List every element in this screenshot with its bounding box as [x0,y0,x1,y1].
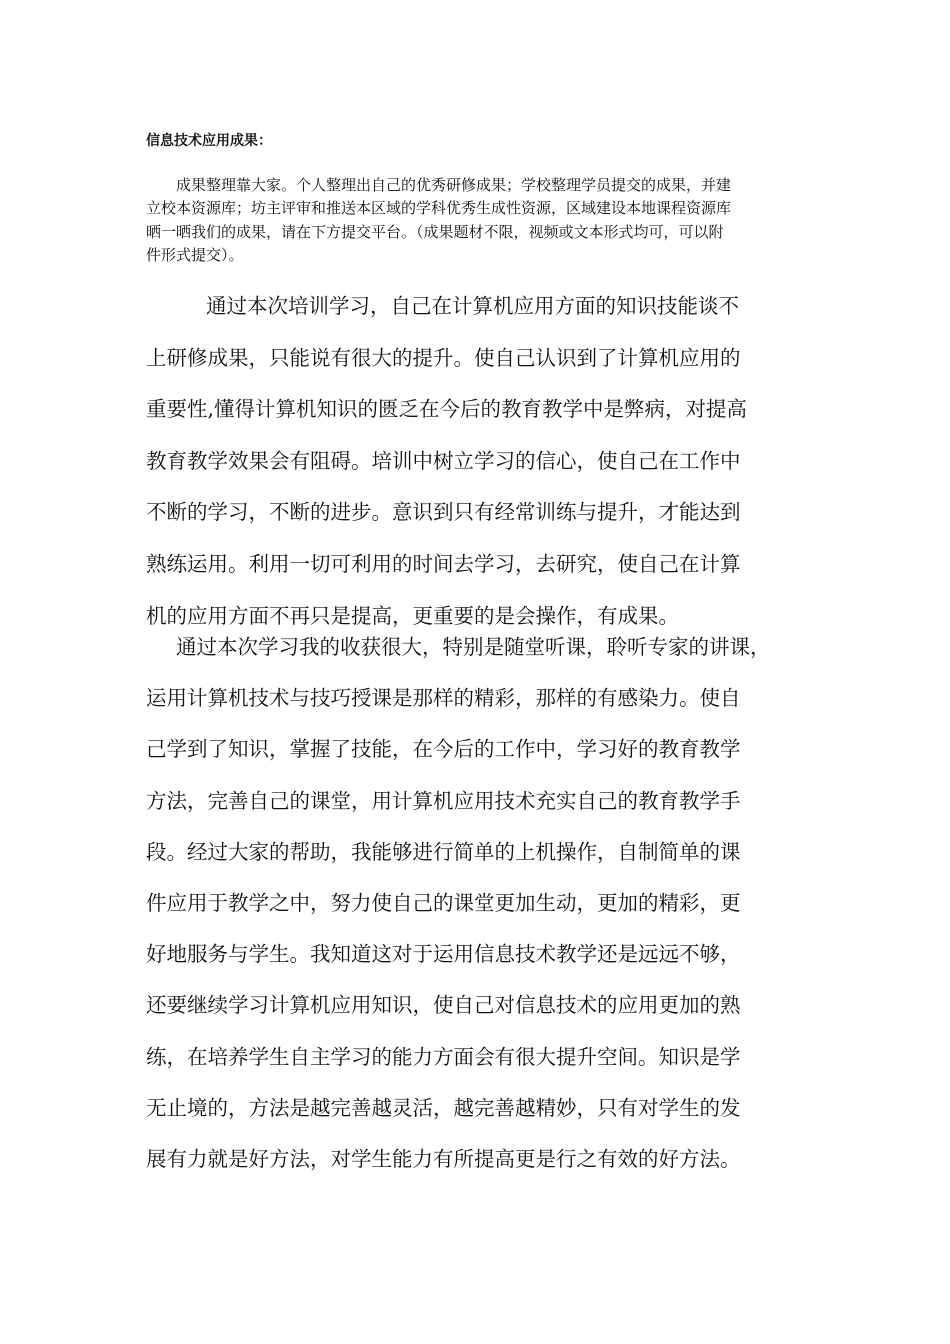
paragraph-line: 己学到了知识，掌握了技能，在今后的工作中，学习好的教育教学 [146,737,741,762]
instructions-block [146,174,806,267]
paragraph-line: 展有力就是好方法，对学生能力有所提高更是行之有效的好方法。 [146,1146,741,1171]
paragraph-line: 熟练运用。利用一切可利用的时间去学习，去研究，使自己在计算 [146,551,741,576]
body-text [146,288,771,1171]
paragraph-line: 运用计算机技术与技巧授课是那样的精彩，那样的有感染力。使自 [146,686,741,711]
instructions-line: 立校本资源库；坊主评审和推送本区域的学科优秀生成性资源，区域建设本地课程资源库 [146,199,732,218]
instructions-line: 件形式提交）。 [146,245,244,264]
instructions-line: 成果整理靠大家。个人整理出自己的优秀研修成果；学校整理学员提交的成果，并建 [176,176,732,194]
paragraph-line: 件应用于教学之中，努力使自己的课堂更加生动，更加的精彩，更 [146,890,741,915]
section-heading: 信息技术应用成果： [146,133,272,149]
paragraph-line: 通过本次培训学习，自己在计算机应用方面的知识技能谈不 [206,294,739,318]
paragraph-line: 段。经过大家的帮助，我能够进行简单的上机操作，自制简单的课 [146,839,741,864]
paragraph-line: 还要继续学习计算机应用知识，使自己对信息技术的应用更加的熟 [146,993,741,1018]
paragraph-line: 教育教学效果会有阻碍。培训中树立学习的信心，使自己在工作中 [146,448,741,473]
paragraph-1 [146,288,747,649]
paragraph-line: 不断的学习，不断的进步。意识到只有经常训练与提升，才能达到 [146,500,741,525]
paragraph-line: 重要性,懂得计算机知识的匮乏在今后的教育教学中是弊病，对提高 [146,397,748,422]
paragraph-line: 方法，完善自己的课堂，用计算机应用技术充实自己的教育教学手 [146,788,741,813]
paragraph-line: 上研修成果，只能说有很大的提升。使自己认识到了计算机应用的 [146,345,741,370]
paragraph-line: 无止境的，方法是越完善越灵活，越完善越精妙，只有对学生的发 [146,1095,741,1120]
instructions-line: 晒一晒我们的成果，请在下方提交平台。（成果题材不限，视频或文本形式均可，可以附 [146,222,724,241]
paragraph-line: 机的应用方面不再只是提高，更重要的是会操作，有成果。 [146,603,679,628]
paragraph-2 [146,630,771,1193]
paragraph-line: 练，在培养学生自主学习的能力方面会有很大提升空间。知识是学 [146,1044,741,1069]
paragraph-line: 通过本次学习我的收获很大，特别是随堂听课，聆听专家的讲课， [176,635,771,659]
paragraph-line: 好地服务与学生。我知道这对于运用信息技术教学还是远远不够， [146,942,741,967]
